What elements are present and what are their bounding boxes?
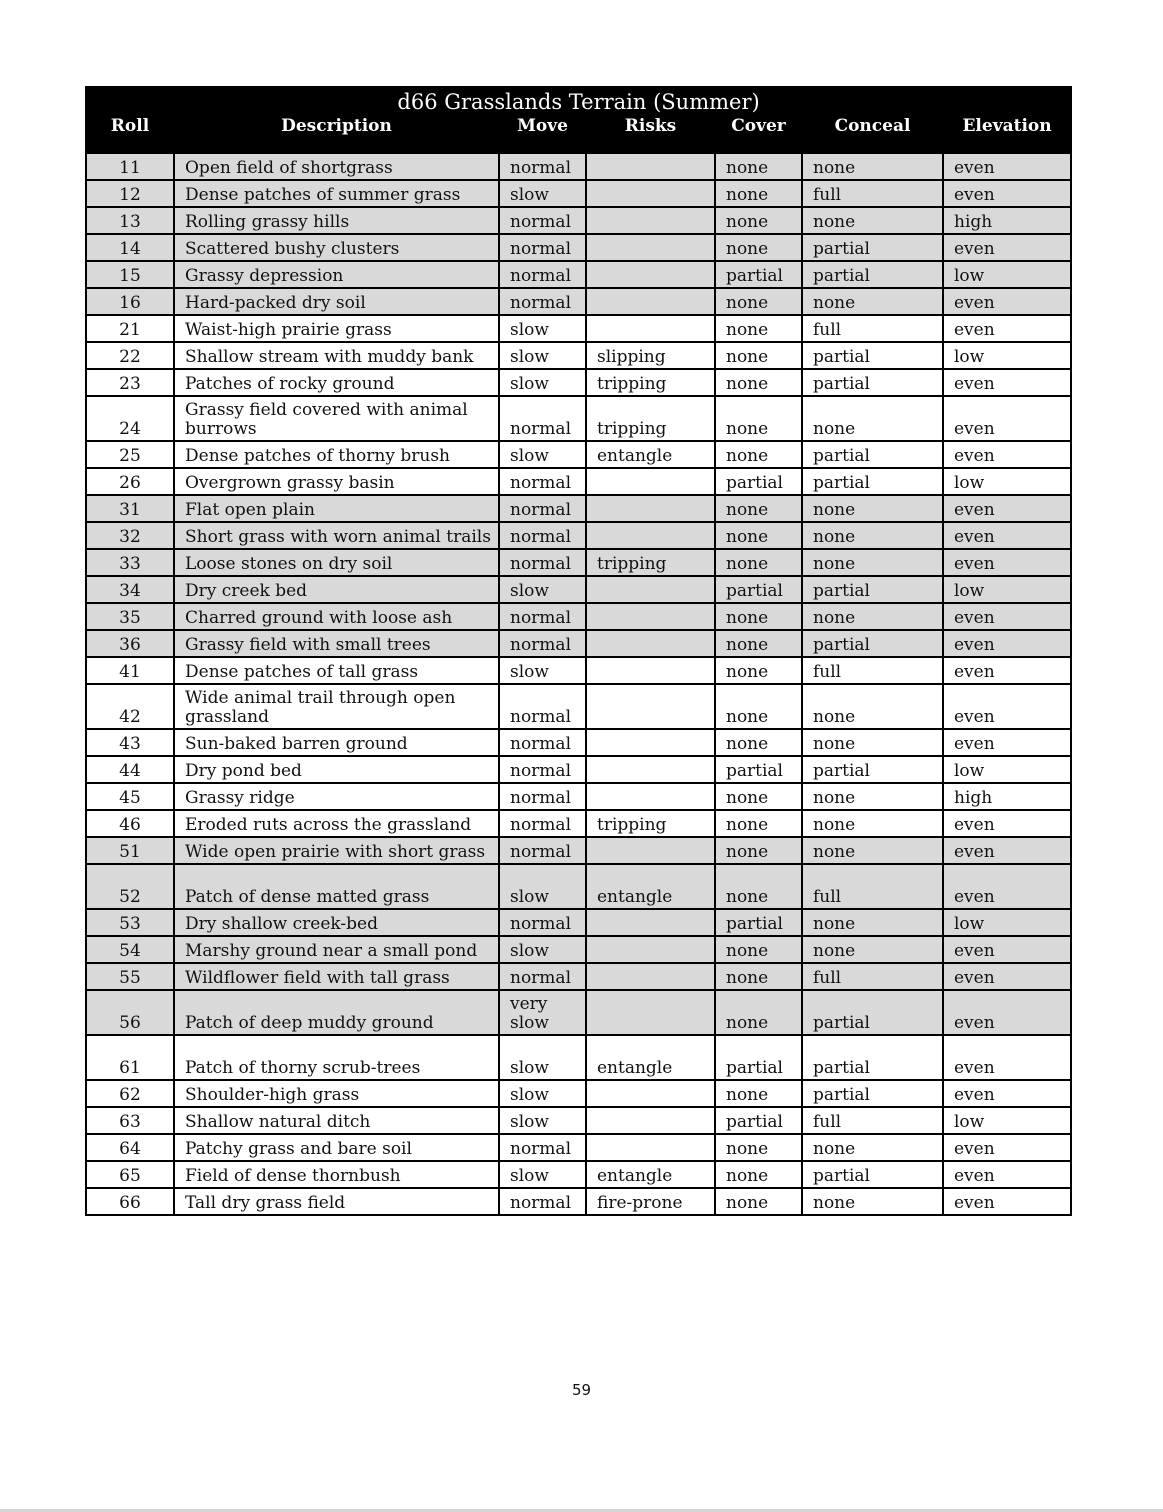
cell-cover: none bbox=[715, 603, 802, 630]
cell-conceal: none bbox=[802, 684, 943, 729]
cell-conceal: none bbox=[802, 207, 943, 234]
cell-cover: none bbox=[715, 837, 802, 864]
cell-elevation: even bbox=[943, 495, 1071, 522]
cell-move: slow bbox=[499, 657, 586, 684]
cell-risks bbox=[586, 495, 715, 522]
cell-description: Grassy depression bbox=[174, 261, 499, 288]
cell-conceal: full bbox=[802, 864, 943, 909]
cell-conceal: none bbox=[802, 810, 943, 837]
cell-elevation: even bbox=[943, 180, 1071, 207]
column-header-description: Description bbox=[174, 116, 499, 153]
cell-elevation: even bbox=[943, 288, 1071, 315]
cell-move: slow bbox=[499, 180, 586, 207]
cell-elevation: even bbox=[943, 864, 1071, 909]
table-row bbox=[86, 963, 1071, 990]
cell-description: Dry creek bed bbox=[174, 576, 499, 603]
cell-description: Charred ground with loose ash bbox=[174, 603, 499, 630]
cell-conceal: none bbox=[802, 837, 943, 864]
cell-description: Overgrown grassy basin bbox=[174, 468, 499, 495]
cell-risks bbox=[586, 576, 715, 603]
cell-risks bbox=[586, 990, 715, 1035]
cell-description: Sun-baked barren ground bbox=[174, 729, 499, 756]
cell-risks bbox=[586, 261, 715, 288]
cell-elevation: even bbox=[943, 441, 1071, 468]
column-header-elevation: Elevation bbox=[943, 116, 1071, 153]
cell-cover: none bbox=[715, 657, 802, 684]
cell-elevation: even bbox=[943, 1188, 1071, 1215]
cell-move: normal bbox=[499, 810, 586, 837]
cell-elevation: even bbox=[943, 369, 1071, 396]
cell-roll: 16 bbox=[86, 288, 174, 315]
cell-roll: 14 bbox=[86, 234, 174, 261]
cell-cover: partial bbox=[715, 468, 802, 495]
table-row bbox=[86, 630, 1071, 657]
table-row bbox=[86, 441, 1071, 468]
cell-description: Patchy grass and bare soil bbox=[174, 1134, 499, 1161]
cell-roll: 61 bbox=[86, 1035, 174, 1080]
cell-description: Hard-packed dry soil bbox=[174, 288, 499, 315]
cell-risks bbox=[586, 909, 715, 936]
cell-cover: partial bbox=[715, 909, 802, 936]
table-row bbox=[86, 549, 1071, 576]
cell-conceal: partial bbox=[802, 468, 943, 495]
cell-cover: none bbox=[715, 234, 802, 261]
cell-roll: 22 bbox=[86, 342, 174, 369]
cell-risks bbox=[586, 1080, 715, 1107]
cell-risks: entangle bbox=[586, 1161, 715, 1188]
cell-move: slow bbox=[499, 1035, 586, 1080]
cell-roll: 45 bbox=[86, 783, 174, 810]
cell-description: Patch of thorny scrub-trees bbox=[174, 1035, 499, 1080]
cell-description: Loose stones on dry soil bbox=[174, 549, 499, 576]
table-row bbox=[86, 522, 1071, 549]
cell-description: Marshy ground near a small pond bbox=[174, 936, 499, 963]
cell-conceal: partial bbox=[802, 1161, 943, 1188]
cell-elevation: even bbox=[943, 1080, 1071, 1107]
cell-roll: 54 bbox=[86, 936, 174, 963]
cell-description: Rolling grassy hills bbox=[174, 207, 499, 234]
cell-risks: entangle bbox=[586, 1035, 715, 1080]
cell-move: normal bbox=[499, 963, 586, 990]
cell-move: normal bbox=[499, 630, 586, 657]
cell-cover: none bbox=[715, 963, 802, 990]
cell-conceal: partial bbox=[802, 630, 943, 657]
cell-roll: 51 bbox=[86, 837, 174, 864]
cell-roll: 44 bbox=[86, 756, 174, 783]
cell-roll: 43 bbox=[86, 729, 174, 756]
cell-conceal: partial bbox=[802, 234, 943, 261]
cell-risks bbox=[586, 234, 715, 261]
cell-risks bbox=[586, 1107, 715, 1134]
cell-roll: 24 bbox=[86, 396, 174, 441]
cell-risks bbox=[586, 783, 715, 810]
cell-roll: 26 bbox=[86, 468, 174, 495]
cell-move: slow bbox=[499, 1107, 586, 1134]
cell-move: normal bbox=[499, 468, 586, 495]
cell-conceal: none bbox=[802, 1134, 943, 1161]
table-row bbox=[86, 936, 1071, 963]
cell-cover: none bbox=[715, 180, 802, 207]
cell-risks bbox=[586, 630, 715, 657]
cell-description: Open field of shortgrass bbox=[174, 153, 499, 180]
cell-description: Patch of deep muddy ground bbox=[174, 990, 499, 1035]
cell-elevation: even bbox=[943, 153, 1071, 180]
cell-conceal: none bbox=[802, 396, 943, 441]
cell-roll: 65 bbox=[86, 1161, 174, 1188]
cell-roll: 32 bbox=[86, 522, 174, 549]
cell-conceal: full bbox=[802, 1107, 943, 1134]
cell-cover: none bbox=[715, 522, 802, 549]
cell-description: Wildflower field with tall grass bbox=[174, 963, 499, 990]
cell-cover: none bbox=[715, 495, 802, 522]
cell-roll: 31 bbox=[86, 495, 174, 522]
cell-description: Dry pond bed bbox=[174, 756, 499, 783]
cell-elevation: high bbox=[943, 207, 1071, 234]
cell-move: slow bbox=[499, 369, 586, 396]
table-row bbox=[86, 180, 1071, 207]
cell-description: Field of dense thornbush bbox=[174, 1161, 499, 1188]
cell-move: normal bbox=[499, 729, 586, 756]
cell-roll: 64 bbox=[86, 1134, 174, 1161]
cell-elevation: even bbox=[943, 837, 1071, 864]
table-row bbox=[86, 1107, 1071, 1134]
table-row bbox=[86, 990, 1071, 1035]
cell-cover: none bbox=[715, 1080, 802, 1107]
cell-cover: none bbox=[715, 1161, 802, 1188]
cell-risks bbox=[586, 657, 715, 684]
table-row bbox=[86, 576, 1071, 603]
cell-move: slow bbox=[499, 576, 586, 603]
cell-conceal: none bbox=[802, 153, 943, 180]
cell-cover: none bbox=[715, 1134, 802, 1161]
cell-risks: fire-prone bbox=[586, 1188, 715, 1215]
cell-cover: partial bbox=[715, 756, 802, 783]
table-row bbox=[86, 1134, 1071, 1161]
cell-description: Grassy field covered with animal burrows bbox=[174, 396, 499, 441]
cell-conceal: full bbox=[802, 180, 943, 207]
cell-conceal: none bbox=[802, 1188, 943, 1215]
cell-risks bbox=[586, 684, 715, 729]
cell-cover: none bbox=[715, 810, 802, 837]
cell-description: Patches of rocky ground bbox=[174, 369, 499, 396]
cell-cover: none bbox=[715, 936, 802, 963]
cell-conceal: none bbox=[802, 495, 943, 522]
table-row bbox=[86, 468, 1071, 495]
cell-move: normal bbox=[499, 234, 586, 261]
cell-roll: 46 bbox=[86, 810, 174, 837]
cell-elevation: even bbox=[943, 963, 1071, 990]
cell-cover: none bbox=[715, 864, 802, 909]
cell-conceal: full bbox=[802, 315, 943, 342]
cell-cover: none bbox=[715, 153, 802, 180]
cell-cover: none bbox=[715, 396, 802, 441]
cell-elevation: even bbox=[943, 396, 1071, 441]
cell-risks bbox=[586, 1134, 715, 1161]
table-row bbox=[86, 1188, 1071, 1215]
cell-elevation: even bbox=[943, 603, 1071, 630]
cell-roll: 62 bbox=[86, 1080, 174, 1107]
cell-move: normal bbox=[499, 837, 586, 864]
cell-move: normal bbox=[499, 603, 586, 630]
cell-elevation: even bbox=[943, 522, 1071, 549]
table-row bbox=[86, 234, 1071, 261]
cell-conceal: partial bbox=[802, 576, 943, 603]
table-row bbox=[86, 369, 1071, 396]
cell-roll: 21 bbox=[86, 315, 174, 342]
cell-description: Shoulder-high grass bbox=[174, 1080, 499, 1107]
cell-risks bbox=[586, 837, 715, 864]
cell-roll: 34 bbox=[86, 576, 174, 603]
table-row bbox=[86, 315, 1071, 342]
cell-cover: none bbox=[715, 1188, 802, 1215]
cell-risks bbox=[586, 729, 715, 756]
cell-roll: 41 bbox=[86, 657, 174, 684]
cell-roll: 56 bbox=[86, 990, 174, 1035]
cell-conceal: full bbox=[802, 657, 943, 684]
cell-move: very slow bbox=[499, 990, 586, 1035]
cell-description: Scattered bushy clusters bbox=[174, 234, 499, 261]
cell-risks: tripping bbox=[586, 369, 715, 396]
cell-cover: none bbox=[715, 315, 802, 342]
cell-roll: 12 bbox=[86, 180, 174, 207]
cell-conceal: partial bbox=[802, 441, 943, 468]
column-header-risks: Risks bbox=[586, 116, 715, 153]
cell-roll: 23 bbox=[86, 369, 174, 396]
cell-elevation: even bbox=[943, 810, 1071, 837]
cell-cover: partial bbox=[715, 1107, 802, 1134]
cell-elevation: even bbox=[943, 315, 1071, 342]
cell-cover: partial bbox=[715, 1035, 802, 1080]
cell-cover: none bbox=[715, 207, 802, 234]
cell-elevation: even bbox=[943, 657, 1071, 684]
cell-move: slow bbox=[499, 342, 586, 369]
table-row bbox=[86, 684, 1071, 729]
table-row bbox=[86, 729, 1071, 756]
cell-cover: none bbox=[715, 549, 802, 576]
cell-elevation: even bbox=[943, 1161, 1071, 1188]
table-row bbox=[86, 756, 1071, 783]
cell-roll: 53 bbox=[86, 909, 174, 936]
cell-cover: none bbox=[715, 783, 802, 810]
cell-conceal: none bbox=[802, 603, 943, 630]
cell-roll: 35 bbox=[86, 603, 174, 630]
cell-conceal: partial bbox=[802, 1035, 943, 1080]
cell-cover: partial bbox=[715, 576, 802, 603]
cell-conceal: partial bbox=[802, 756, 943, 783]
column-header-move: Move bbox=[499, 116, 586, 153]
cell-move: normal bbox=[499, 756, 586, 783]
cell-move: normal bbox=[499, 396, 586, 441]
cell-roll: 66 bbox=[86, 1188, 174, 1215]
cell-move: normal bbox=[499, 684, 586, 729]
cell-roll: 11 bbox=[86, 153, 174, 180]
cell-move: normal bbox=[499, 909, 586, 936]
table-row bbox=[86, 396, 1071, 441]
cell-risks bbox=[586, 963, 715, 990]
cell-cover: none bbox=[715, 990, 802, 1035]
cell-roll: 25 bbox=[86, 441, 174, 468]
table-row bbox=[86, 1080, 1071, 1107]
cell-move: slow bbox=[499, 1161, 586, 1188]
cell-description: Shallow stream with muddy bank bbox=[174, 342, 499, 369]
cell-risks bbox=[586, 756, 715, 783]
cell-elevation: even bbox=[943, 1035, 1071, 1080]
cell-risks: entangle bbox=[586, 441, 715, 468]
cell-description: Flat open plain bbox=[174, 495, 499, 522]
cell-roll: 13 bbox=[86, 207, 174, 234]
cell-cover: none bbox=[715, 288, 802, 315]
table-row bbox=[86, 657, 1071, 684]
cell-cover: none bbox=[715, 729, 802, 756]
cell-roll: 33 bbox=[86, 549, 174, 576]
cell-elevation: low bbox=[943, 909, 1071, 936]
column-header-conceal: Conceal bbox=[802, 116, 943, 153]
table-row bbox=[86, 837, 1071, 864]
cell-roll: 36 bbox=[86, 630, 174, 657]
table-row bbox=[86, 864, 1071, 909]
cell-move: normal bbox=[499, 153, 586, 180]
cell-move: slow bbox=[499, 864, 586, 909]
column-header-roll: Roll bbox=[86, 116, 174, 153]
cell-elevation: low bbox=[943, 1107, 1071, 1134]
cell-elevation: even bbox=[943, 990, 1071, 1035]
cell-conceal: none bbox=[802, 909, 943, 936]
table-row bbox=[86, 342, 1071, 369]
cell-elevation: low bbox=[943, 756, 1071, 783]
table-row bbox=[86, 909, 1071, 936]
cell-cover: none bbox=[715, 441, 802, 468]
cell-conceal: none bbox=[802, 783, 943, 810]
cell-description: Dense patches of thorny brush bbox=[174, 441, 499, 468]
cell-move: normal bbox=[499, 1188, 586, 1215]
cell-conceal: partial bbox=[802, 261, 943, 288]
cell-cover: none bbox=[715, 342, 802, 369]
cell-conceal: full bbox=[802, 963, 943, 990]
cell-description: Dense patches of summer grass bbox=[174, 180, 499, 207]
cell-roll: 15 bbox=[86, 261, 174, 288]
cell-risks: entangle bbox=[586, 864, 715, 909]
cell-conceal: none bbox=[802, 936, 943, 963]
cell-elevation: even bbox=[943, 630, 1071, 657]
cell-description: Short grass with worn animal trails bbox=[174, 522, 499, 549]
cell-roll: 63 bbox=[86, 1107, 174, 1134]
table-row bbox=[86, 495, 1071, 522]
cell-risks bbox=[586, 180, 715, 207]
cell-move: slow bbox=[499, 441, 586, 468]
cell-conceal: partial bbox=[802, 369, 943, 396]
table-body bbox=[86, 153, 1071, 1215]
cell-move: slow bbox=[499, 1080, 586, 1107]
cell-conceal: partial bbox=[802, 990, 943, 1035]
cell-elevation: even bbox=[943, 729, 1071, 756]
cell-cover: none bbox=[715, 684, 802, 729]
cell-risks bbox=[586, 288, 715, 315]
table-title: d66 Grasslands Terrain (Summer) bbox=[86, 87, 1071, 116]
table-row bbox=[86, 1161, 1071, 1188]
cell-risks bbox=[586, 315, 715, 342]
cell-elevation: high bbox=[943, 783, 1071, 810]
table-row bbox=[86, 1035, 1071, 1080]
table-row bbox=[86, 261, 1071, 288]
cell-move: normal bbox=[499, 495, 586, 522]
cell-move: slow bbox=[499, 315, 586, 342]
cell-description: Wide animal trail through open grassland bbox=[174, 684, 499, 729]
cell-move: normal bbox=[499, 522, 586, 549]
cell-roll: 55 bbox=[86, 963, 174, 990]
page-number: 59 bbox=[571, 1381, 592, 1399]
cell-conceal: none bbox=[802, 549, 943, 576]
cell-roll: 52 bbox=[86, 864, 174, 909]
cell-description: Waist-high prairie grass bbox=[174, 315, 499, 342]
cell-risks: slipping bbox=[586, 342, 715, 369]
cell-conceal: partial bbox=[802, 1080, 943, 1107]
cell-conceal: none bbox=[802, 729, 943, 756]
table-row bbox=[86, 783, 1071, 810]
cell-elevation: low bbox=[943, 342, 1071, 369]
cell-risks bbox=[586, 522, 715, 549]
cell-risks: tripping bbox=[586, 549, 715, 576]
cell-elevation: even bbox=[943, 549, 1071, 576]
table-row bbox=[86, 810, 1071, 837]
cell-risks bbox=[586, 153, 715, 180]
cell-description: Eroded ruts across the grassland bbox=[174, 810, 499, 837]
table-row bbox=[86, 207, 1071, 234]
cell-move: normal bbox=[499, 783, 586, 810]
cell-description: Grassy ridge bbox=[174, 783, 499, 810]
cell-description: Dense patches of tall grass bbox=[174, 657, 499, 684]
cell-move: normal bbox=[499, 549, 586, 576]
cell-move: normal bbox=[499, 288, 586, 315]
cell-description: Wide open prairie with short grass bbox=[174, 837, 499, 864]
cell-conceal: none bbox=[802, 288, 943, 315]
cell-cover: none bbox=[715, 369, 802, 396]
cell-cover: partial bbox=[715, 261, 802, 288]
cell-risks: tripping bbox=[586, 396, 715, 441]
column-header-cover: Cover bbox=[715, 116, 802, 153]
cell-move: slow bbox=[499, 936, 586, 963]
cell-description: Tall dry grass field bbox=[174, 1188, 499, 1215]
cell-move: normal bbox=[499, 207, 586, 234]
table-row bbox=[86, 153, 1071, 180]
cell-elevation: low bbox=[943, 576, 1071, 603]
cell-risks bbox=[586, 936, 715, 963]
cell-description: Shallow natural ditch bbox=[174, 1107, 499, 1134]
cell-cover: none bbox=[715, 630, 802, 657]
cell-elevation: low bbox=[943, 468, 1071, 495]
cell-elevation: even bbox=[943, 234, 1071, 261]
cell-elevation: even bbox=[943, 936, 1071, 963]
table-row bbox=[86, 603, 1071, 630]
cell-elevation: even bbox=[943, 684, 1071, 729]
cell-move: normal bbox=[499, 1134, 586, 1161]
cell-risks: tripping bbox=[586, 810, 715, 837]
cell-move: normal bbox=[499, 261, 586, 288]
cell-risks bbox=[586, 603, 715, 630]
table-row bbox=[86, 288, 1071, 315]
cell-roll: 42 bbox=[86, 684, 174, 729]
cell-risks bbox=[586, 468, 715, 495]
cell-description: Patch of dense matted grass bbox=[174, 864, 499, 909]
terrain-table bbox=[85, 86, 1072, 1216]
cell-elevation: low bbox=[943, 261, 1071, 288]
cell-conceal: partial bbox=[802, 342, 943, 369]
cell-description: Grassy field with small trees bbox=[174, 630, 499, 657]
cell-risks bbox=[586, 207, 715, 234]
cell-description: Dry shallow creek-bed bbox=[174, 909, 499, 936]
cell-conceal: none bbox=[802, 522, 943, 549]
cell-elevation: even bbox=[943, 1134, 1071, 1161]
